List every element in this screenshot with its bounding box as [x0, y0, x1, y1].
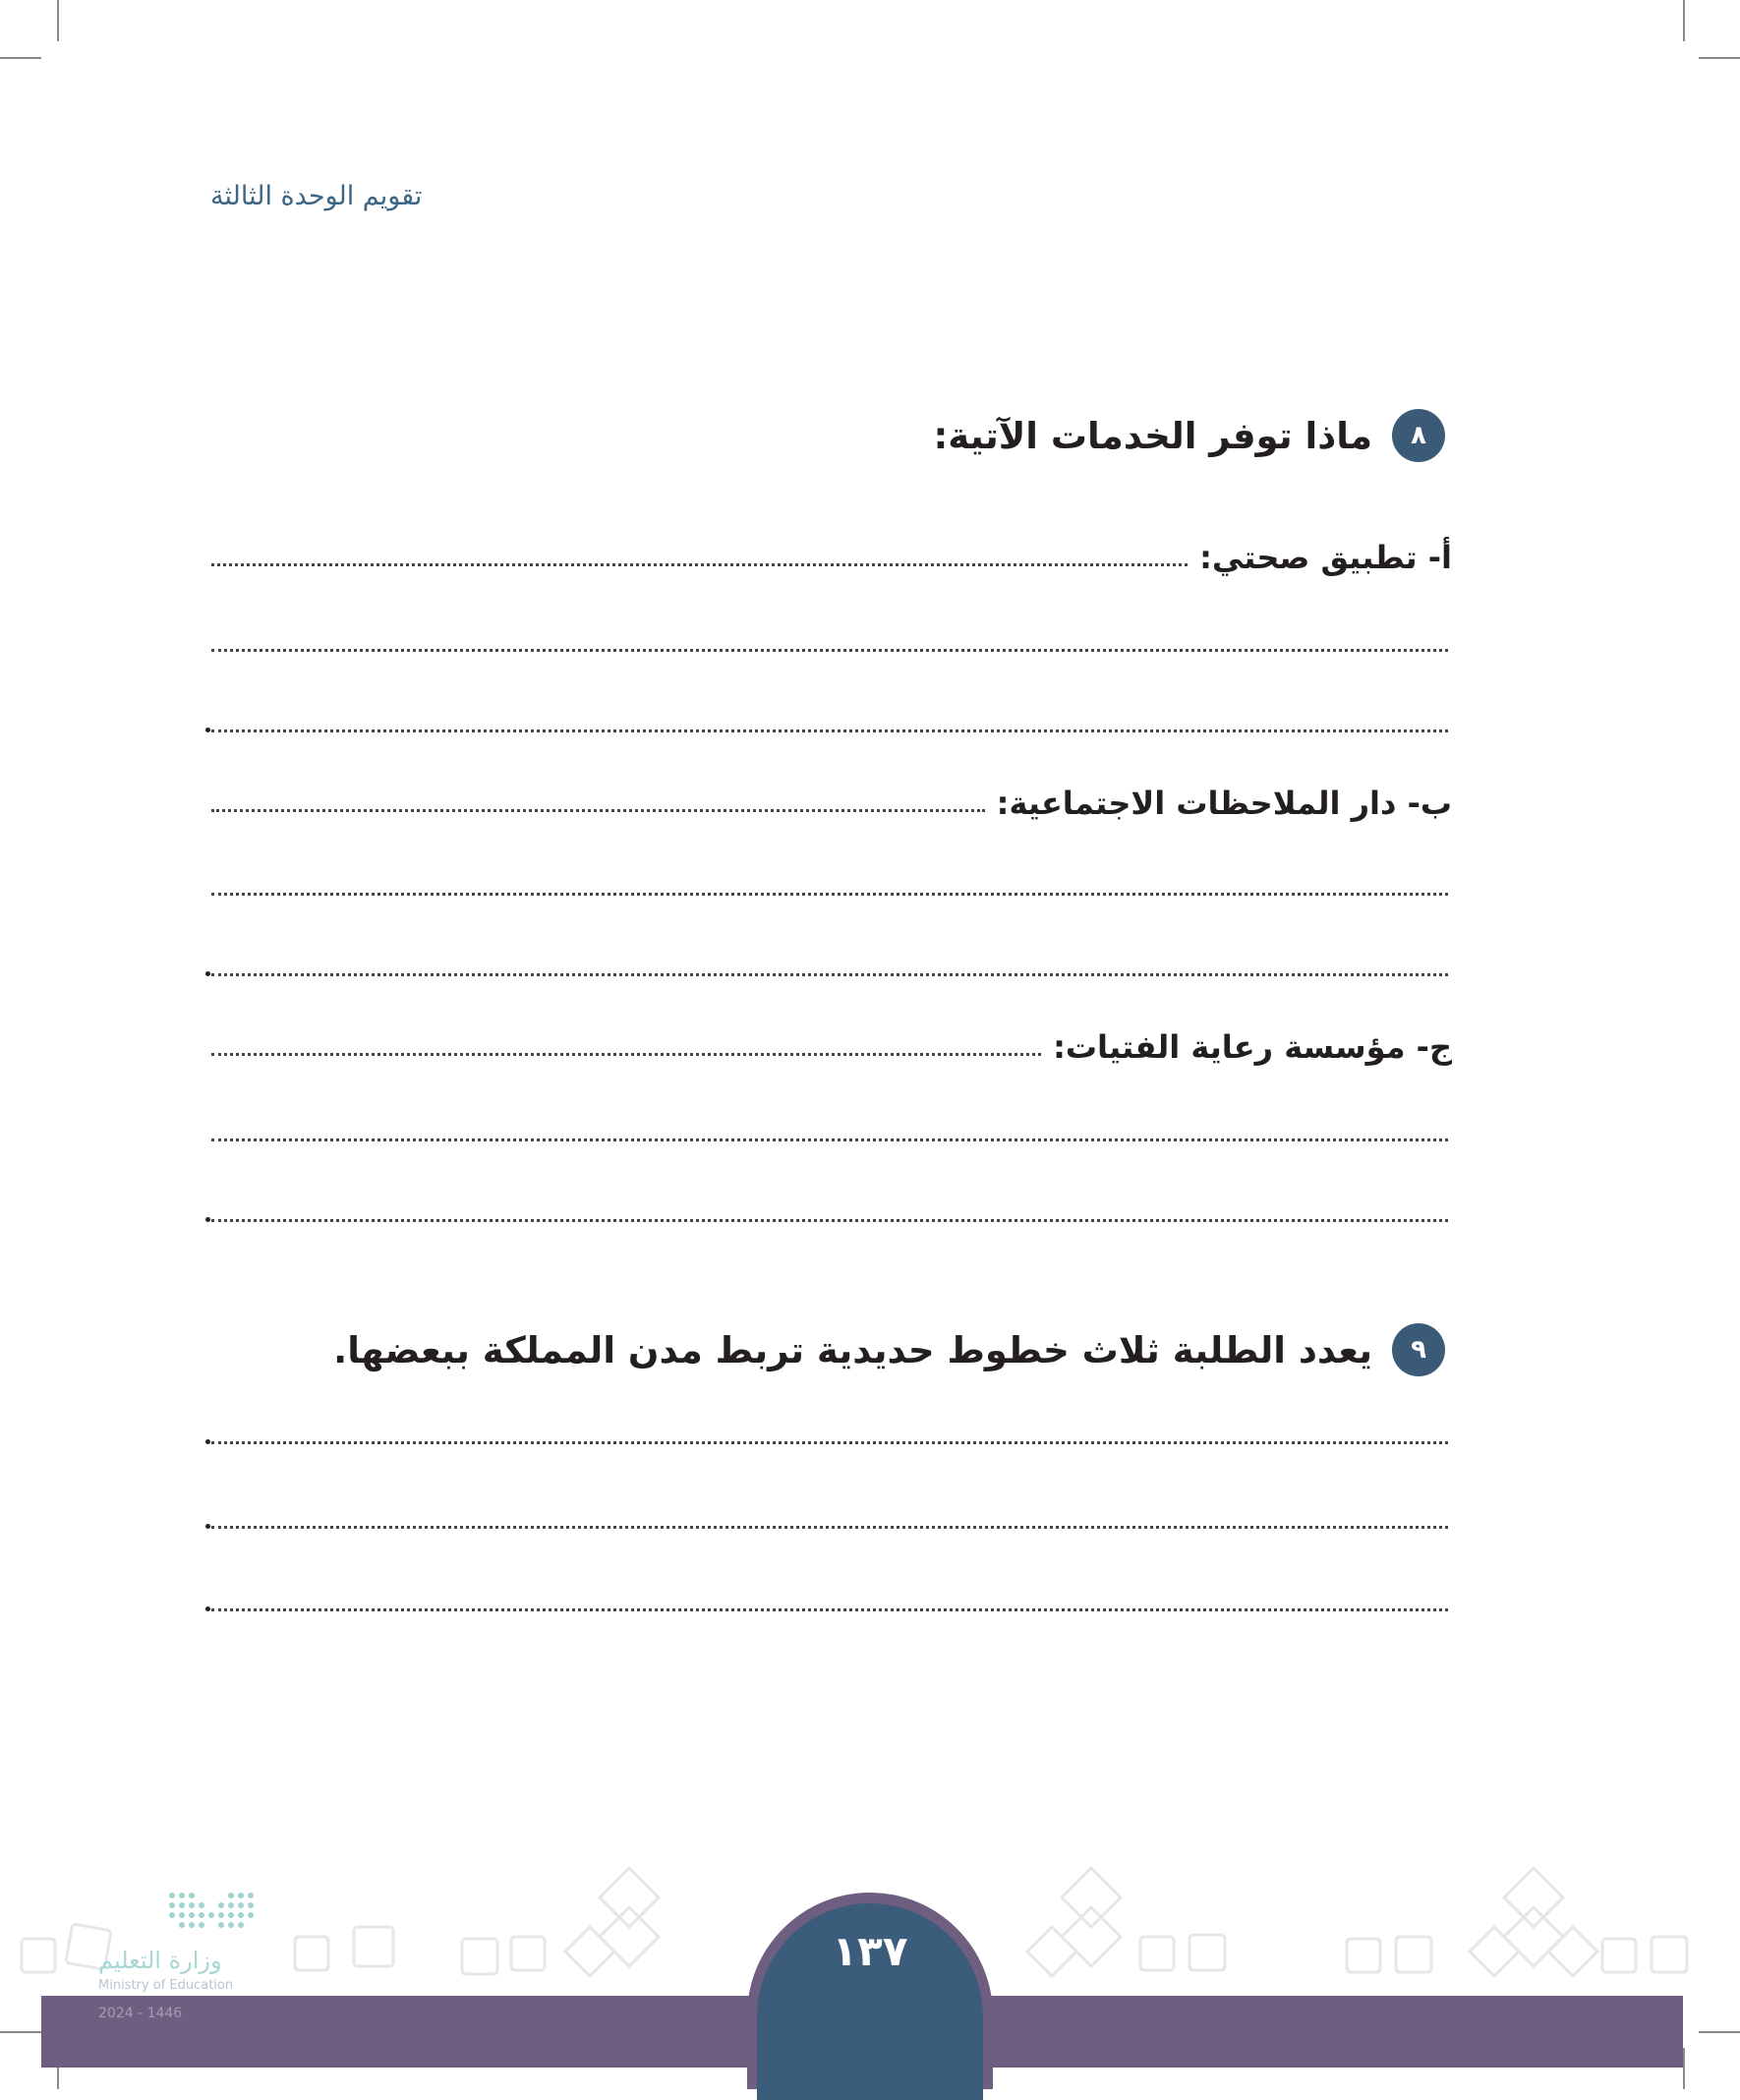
- answer-item-c: [211, 1028, 1452, 1066]
- question-text: يعدد الطلبة ثلاث خطوط حديدية تربط مدن المملكة ببعضها.: [333, 1328, 1372, 1371]
- answer-line[interactable]: [211, 809, 985, 812]
- answer-line[interactable]: [211, 1053, 1041, 1056]
- answer-line[interactable]: [211, 893, 1448, 896]
- answer-line[interactable]: [211, 973, 1448, 976]
- crop-mark: [1699, 57, 1740, 59]
- crop-mark: [1683, 0, 1685, 41]
- answer-line[interactable]: [211, 649, 1448, 652]
- answer-item-a: [211, 539, 1452, 576]
- crop-mark: [0, 2031, 41, 2033]
- ministry-logo-year: 2024 - 1446: [98, 2006, 183, 2021]
- page-header-title: تقويم الوحدة الثالثة: [210, 181, 423, 211]
- ministry-logo-text: وزارة التعليم: [98, 1947, 222, 1974]
- crop-mark: [0, 57, 41, 59]
- question-text: ماذا توفر الخدمات الآتية:: [933, 414, 1372, 457]
- answer-item-b: [211, 785, 1452, 822]
- answer-line[interactable]: [211, 1219, 1448, 1222]
- crop-mark: [1683, 2048, 1685, 2089]
- question-9: [333, 1323, 1445, 1376]
- answer-line[interactable]: [211, 1441, 1448, 1444]
- item-label: ب- دار الملاحظات الاجتماعية:: [996, 785, 1452, 822]
- question-number-badge: ٨: [1392, 409, 1445, 462]
- answer-line[interactable]: [211, 729, 1448, 732]
- page-number: ١٣٧: [832, 1927, 908, 1975]
- ministry-logo-subtitle: Ministry of Education: [98, 1978, 234, 1993]
- item-label: أ- تطبيق صحتي:: [1199, 539, 1452, 576]
- crop-mark: [1699, 2031, 1740, 2033]
- question-8: [933, 409, 1445, 462]
- answer-line[interactable]: [211, 1138, 1448, 1141]
- answer-line[interactable]: [211, 1608, 1448, 1611]
- question-number-badge: ٩: [1392, 1323, 1445, 1376]
- crop-mark: [57, 0, 59, 41]
- answer-line[interactable]: [211, 1526, 1448, 1529]
- answer-line[interactable]: [211, 563, 1188, 566]
- item-label: ج- مؤسسة رعاية الفتيات:: [1053, 1028, 1452, 1066]
